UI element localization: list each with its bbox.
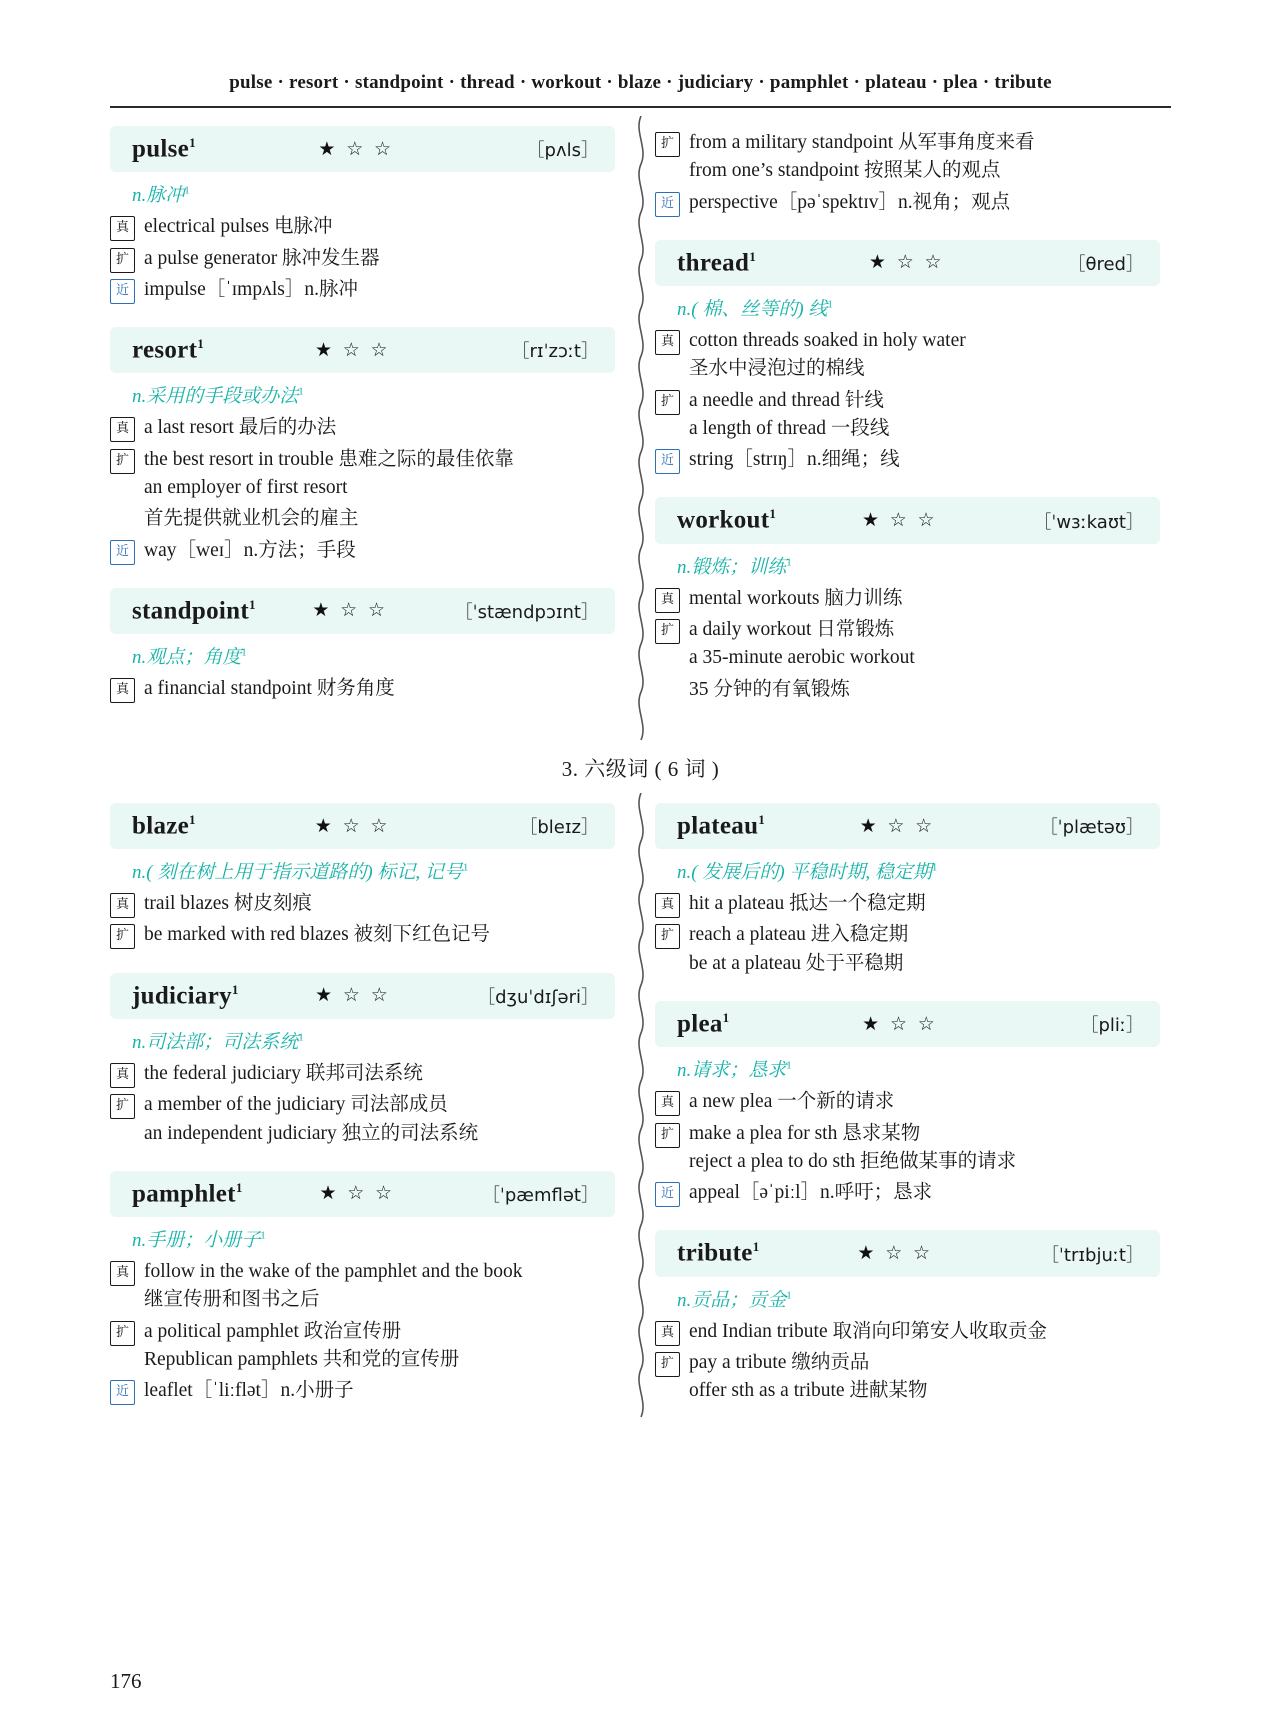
synonym-tag-icon: 近 [110,1380,135,1405]
expand-tag-icon: 扩 [110,1094,135,1119]
headword-superscript: 1 [235,1179,243,1195]
header-word: judiciary [677,72,754,93]
expand-tag-icon: 扩 [655,1123,680,1148]
headword-superscript: 1 [197,336,205,352]
header-separator: · [853,72,861,93]
definition: n.请求；恳求$^1$ [677,1059,792,1082]
word-header[interactable] [110,327,615,373]
example-line [110,921,615,949]
header-separator: · [982,72,990,93]
expand-tag-icon: 扩 [655,924,680,949]
header-word: blaze [617,72,662,93]
entry-spacer [110,1408,615,1424]
word-header[interactable] [110,126,615,172]
example-subline: reject a plea to do sth 拒绝做某事的请求 [689,1150,1017,1172]
example-line [655,676,1160,704]
example-line [110,890,615,918]
example-text: the best resort in trouble 患难之际的最佳依靠 an employer of first resort [144,446,615,503]
headword: judiciary$^1$ [132,981,239,1010]
example-line [655,890,1160,918]
difficulty-stars: ★ ☆ ☆ [315,985,391,1007]
header-separator: · [666,72,673,93]
difficulty-stars: ★ ☆ ☆ [861,510,938,532]
difficulty-stars: ★ ☆ ☆ [319,1183,396,1205]
header-separator: · [931,72,939,93]
headword: pulse$^1$ [132,135,196,163]
real-tag-icon: 真 [110,893,135,918]
example-text: a member of the judiciary 司法部成员 an independent judiciary 独立的司法系统 [144,1091,615,1148]
example-line [110,1060,615,1088]
headword-superscript: 1 [752,1239,760,1255]
continued-entry [655,129,1160,236]
example-text: a political pamphlet 政治宣传册 Republican pamphlets 共和党的宣传册 [144,1318,615,1375]
example-text: a daily workout 日常锻炼 a 35-minute aerobic workout [689,616,1160,673]
example-text: a financial standpoint 财务角度 [144,678,395,700]
header-separator: · [606,72,613,93]
word-entry [655,497,1160,722]
difficulty-stars: ★ ☆ ☆ [859,815,936,837]
example-text: the federal judiciary 联邦司法系统 [144,1063,423,1085]
entry-spacer [655,981,1160,997]
expand-tag-icon: 扩 [110,1321,135,1346]
example-line [110,1318,615,1375]
phonetic-transcription: ［bleɪz］ [519,817,599,838]
synonym-tag-icon: 近 [110,540,135,565]
example-text: 35 分钟的有氧锻炼 [689,678,850,700]
word-entry [110,327,615,584]
example-subline: 圣水中浸泡过的棉线 [689,358,865,380]
expand-tag-icon: 扩 [110,449,135,474]
definition-superscript: 1 [786,1289,792,1302]
definition: n.( 棉、丝等的) 线$^1$ [677,298,833,321]
headword-superscript: 1 [189,811,196,827]
real-tag-icon: 真 [655,330,680,355]
example-text: a last resort 最后的办法 [144,417,337,439]
header-word: pamphlet [769,72,849,93]
real-tag-icon: 真 [655,1091,680,1116]
example-text: leaflet［ˈliːflət］n.小册子 [144,1380,354,1402]
word-header[interactable] [655,1230,1160,1276]
definition: n.观点；角度$^1$ [132,646,247,669]
headword-superscript: 1 [231,981,239,997]
example-subline: offer sth as a tribute 进献某物 [689,1380,928,1402]
example-text: a new plea 一个新的请求 [689,1091,895,1113]
running-header [110,72,1171,106]
phonetic-transcription: ［ˈwɜːkaʊt］ [1033,511,1144,533]
entry-spacer [655,1210,1160,1226]
example-line [655,327,1160,384]
header-word: plea [943,72,978,93]
headword: pamphlet$^1$ [132,1179,243,1208]
column-divider-bottom [632,793,650,1433]
real-tag-icon: 真 [110,1261,135,1286]
example-subline: a 35-minute aerobic workout [689,647,915,669]
real-tag-icon: 真 [110,216,135,241]
header-separator: · [343,72,350,93]
example-subline: from one’s standpoint 按照某人的观点 [689,160,1001,182]
word-entry [110,1171,615,1425]
definition-superscript: 1 [827,298,833,311]
headword-superscript: 1 [749,248,756,264]
example-line [110,1091,615,1148]
word-entry [655,240,1160,494]
example-text: make a plea for sth 恳求某物 reject a plea to do sth 拒绝做某事的请求 [689,1120,1160,1177]
real-tag-icon: 真 [655,1321,680,1346]
headword-superscript: 1 [769,506,777,522]
definition: n.手册；小册子$^1$ [132,1229,266,1252]
definition: n.司法部；司法系统$^1$ [132,1031,304,1054]
example-line [110,414,615,442]
definition-superscript: 1 [462,861,469,874]
synonym-tag-icon: 近 [655,192,680,217]
example-subline: 继宣传册和图书之后 [144,1289,320,1311]
header-separator: · [758,72,765,93]
synonym-tag-icon: 近 [655,449,680,474]
example-line [110,675,615,703]
word-entry [110,126,615,323]
header-word: workout [531,72,602,93]
bottom-columns [110,803,1171,1429]
word-header[interactable] [110,1171,615,1217]
entry-spacer [655,477,1160,493]
entry-spacer [110,307,615,323]
definition: n.锻炼；训练$^1$ [677,556,792,578]
example-text: pay a tribute 缴纳贡品 offer sth as a tribute 进献某物 [689,1349,1160,1406]
example-text: impulse［ˈɪmpʌls］n.脉冲 [144,278,358,300]
example-subline: Republican pamphlets 共和党的宣传册 [144,1348,460,1370]
headword-superscript: 1 [248,596,256,612]
example-line [655,616,1160,673]
headword: plea$^1$ [677,1009,730,1038]
example-text: way［weɪ］n.方法；手段 [144,539,356,561]
example-line [655,1120,1160,1177]
expand-tag-icon: 扩 [655,1352,680,1377]
example-line [655,1179,1160,1207]
section-heading: 3. 六级词 ( 6 词 ) [561,756,720,781]
example-line [655,1318,1160,1346]
word-entry [110,803,615,969]
word-header[interactable] [655,240,1160,286]
header-separator: · [519,72,527,93]
example-subline: an independent judiciary 独立的司法系统 [144,1122,479,1144]
example-line [655,387,1160,444]
example-line [110,446,615,503]
example-text: perspective［pəˈspektɪv］n.视角；观点 [689,191,1011,213]
real-tag-icon: 真 [110,417,135,442]
real-tag-icon: 真 [655,893,680,918]
example-line [110,1258,615,1315]
definition-superscript: 1 [931,861,938,874]
headword: standpoint$^1$ [132,596,256,625]
phonetic-transcription: ［ˈpæmflət］ [481,1184,599,1206]
real-tag-icon: 真 [655,588,680,613]
definition-superscript: 1 [260,1229,266,1242]
header-word: pulse [229,72,273,93]
definition-superscript: 1 [298,386,304,399]
entry-spacer [110,953,615,969]
definition-superscript: 1 [241,646,247,659]
word-header[interactable] [110,803,615,849]
phonetic-transcription: ［pʌls］ [526,140,599,162]
real-tag-icon: 真 [110,1063,135,1088]
bottom-left-column [110,803,615,1429]
headword: tribute$^1$ [677,1239,760,1267]
expand-tag-icon: 扩 [655,619,680,644]
header-separator: · [277,72,285,93]
example-text: end Indian tribute 取消向印第安人收取贡金 [689,1320,1047,1342]
definition-superscript: 1 [786,1059,792,1072]
phonetic-transcription: ［ˈtrɪbjuːt］ [1040,1244,1144,1266]
phonetic-transcription: ［pliː］ [1080,1015,1144,1037]
example-text: string［strɪŋ］n.细绳；线 [689,449,900,471]
phonetic-transcription: ［θred］ [1067,253,1144,275]
example-subline: be at a plateau 处于平稳期 [689,952,904,974]
word-entry [655,803,1160,997]
entry-spacer [110,706,615,722]
example-text: trail blazes 树皮刻痕 [144,893,312,915]
difficulty-stars: ★ ☆ ☆ [857,1243,934,1265]
word-header[interactable] [110,973,615,1019]
example-text: mental workouts 脑力训练 [689,587,903,609]
example-line [110,505,615,533]
entry-spacer [655,707,1160,723]
definition-superscript: 1 [184,185,190,197]
example-text: a needle and thread 针线 a length of thread 一段线 [689,387,1160,444]
example-line [655,446,1160,474]
header-separator: · [448,72,456,93]
definition: n.( 刻在树上用于指示道路的) 标记, 记号$^1$ [132,861,469,884]
page-number: 176 [110,1669,142,1693]
definition: n.( 发展后的) 平稳时期, 稳定期$^1$ [677,861,938,884]
headword-superscript: 1 [722,1009,730,1025]
headword-superscript: 1 [189,135,196,150]
example-line [110,537,615,565]
synonym-tag-icon: 近 [655,1182,680,1207]
word-header[interactable] [655,497,1160,543]
example-text: electrical pulses 电脉冲 [144,216,333,238]
phonetic-transcription: ［rɪˈzɔːt］ [511,341,599,363]
example-line [655,921,1160,978]
example-subline: an employer of first resort [144,476,348,498]
example-line [655,129,1160,186]
example-line [655,1088,1160,1116]
example-text: appeal［əˈpiːl］n.呼吁；恳求 [689,1182,933,1204]
example-line [110,276,615,304]
entry-spacer [655,220,1160,236]
example-text: follow in the wake of the pamphlet and the book 继宣传册和图书之后 [144,1258,615,1315]
expand-tag-icon: 扩 [655,132,680,157]
definition-superscript: 1 [786,556,792,569]
headword: blaze$^1$ [132,811,196,840]
phonetic-transcription: ［ˈplætəʊ］ [1039,817,1144,838]
expand-tag-icon: 扩 [110,924,135,949]
top-right-column [655,126,1160,727]
example-line [655,585,1160,613]
header-word: standpoint [354,72,444,93]
difficulty-stars: ★ ☆ ☆ [862,1013,938,1035]
difficulty-stars: ★ ☆ ☆ [312,600,388,622]
top-left-column [110,126,615,727]
example-line [655,189,1160,217]
difficulty-stars: ★ ☆ ☆ [314,815,391,837]
word-entry [655,1001,1160,1226]
example-line [110,213,615,241]
phonetic-transcription: ［dʒuˈdɪʃəri］ [477,986,599,1008]
header-word: tribute [994,72,1052,93]
word-header[interactable] [655,803,1160,849]
phonetic-transcription: ［ˈstændpɔɪnt］ [454,601,599,623]
example-text: a pulse generator 脉冲发生器 [144,247,380,269]
header-word: resort [289,72,339,93]
definition: n.贡品；贡金$^1$ [677,1289,792,1311]
example-text: 首先提供就业机会的雇主 [144,508,359,530]
word-header[interactable] [110,588,615,634]
difficulty-stars: ★ ☆ ☆ [868,252,945,274]
header-word: thread [460,72,515,93]
headword: plateau$^1$ [677,811,766,840]
bottom-right-column [655,803,1160,1429]
real-tag-icon: 真 [110,678,135,703]
entry-spacer [110,1151,615,1167]
headword: thread$^1$ [677,248,756,277]
example-text: from a military standpoint 从军事角度来看 from one’s standpoint 按照某人的观点 [689,129,1160,186]
header-rule [110,106,1171,108]
entry-spacer [110,568,615,584]
definition: n.脉冲$^1$ [132,185,190,207]
definition: n.采用的手段或办法$^1$ [132,386,304,408]
word-entry [655,1230,1160,1424]
definition-superscript: 1 [298,1031,304,1044]
top-columns [110,126,1171,727]
example-subline: a length of thread 一段线 [689,417,890,439]
expand-tag-icon: 扩 [655,390,680,415]
expand-tag-icon: 扩 [110,248,135,273]
example-text: be marked with red blazes 被刻下红色记号 [144,924,491,946]
example-text: cotton threads soaked in holy water 圣水中浸泡过的棉线 [689,327,1160,384]
example-text: reach a plateau 进入稳定期 be at a plateau 处于平稳期 [689,921,1160,978]
headword: resort$^1$ [132,336,205,364]
example-text: hit a plateau 抵达一个稳定期 [689,893,926,915]
difficulty-stars: ★ ☆ ☆ [318,138,395,160]
example-line [655,1349,1160,1406]
difficulty-stars: ★ ☆ ☆ [314,339,391,361]
synonym-tag-icon: 近 [110,279,135,304]
word-entry [110,973,615,1167]
word-entry [110,588,615,723]
header-word: plateau [865,72,927,93]
example-line [110,1377,615,1405]
headword: workout$^1$ [677,506,777,534]
entry-spacer [655,1408,1160,1424]
example-line [110,245,615,273]
headword-superscript: 1 [758,811,766,827]
word-header[interactable] [655,1001,1160,1047]
